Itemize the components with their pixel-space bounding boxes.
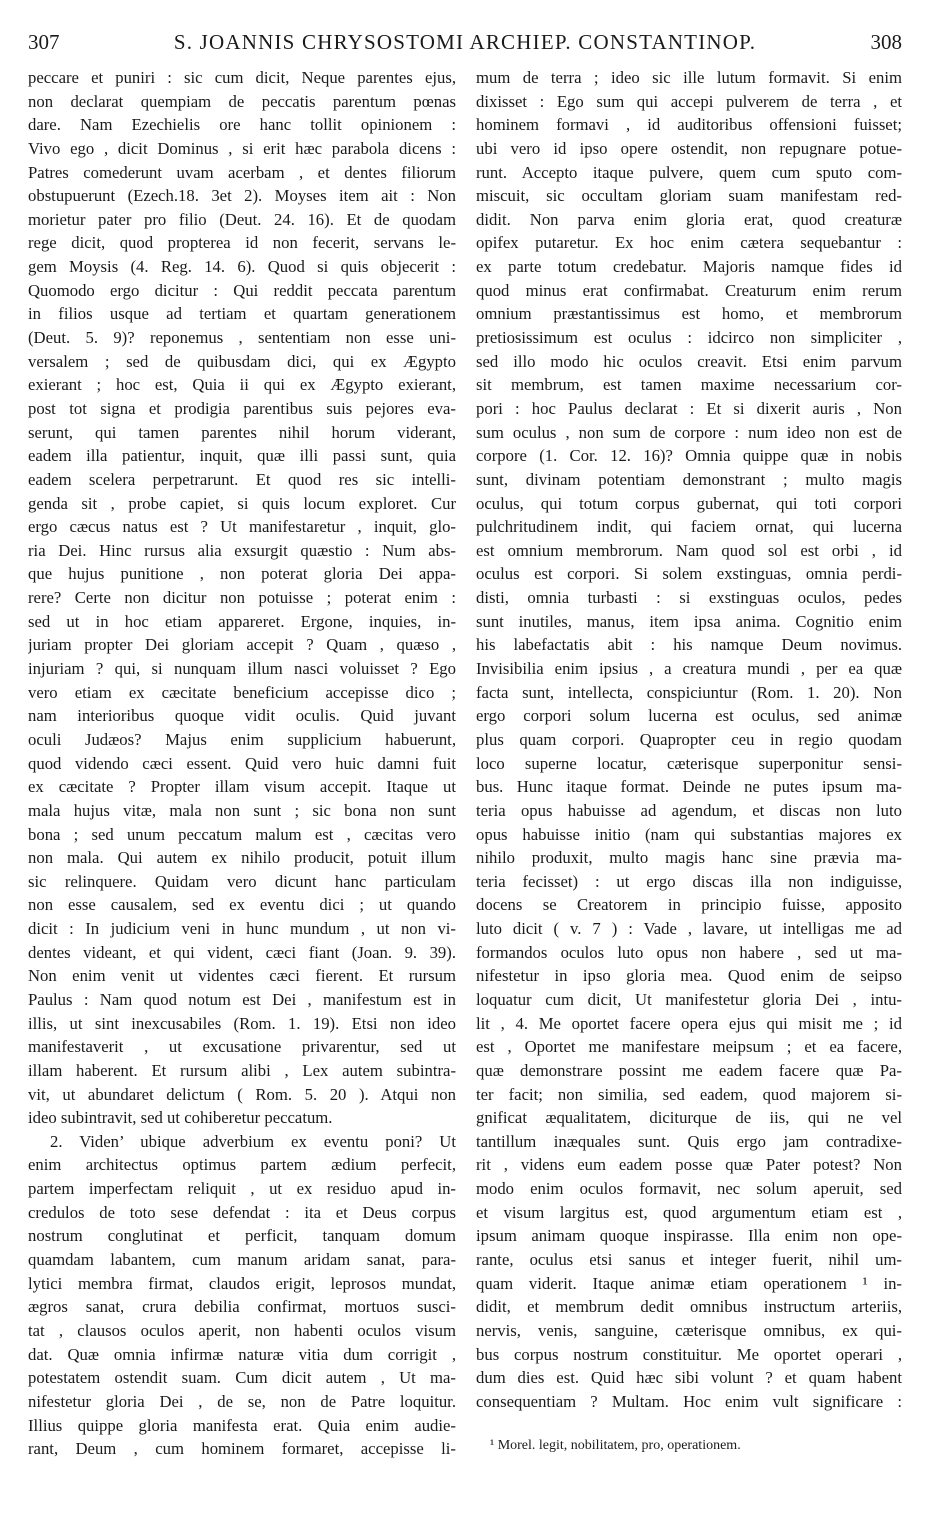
text-line: dentes videant, et qui vident, cæci fiant (Joan. 9. 39). <box>28 942 456 962</box>
page-number-right: 308 <box>870 30 902 54</box>
text-line: et visum largitus est, quod argumentum etiam est , <box>476 1202 902 1222</box>
running-title: S. JOANNIS CHRYSOSTOMI ARCHIEP. CONSTANTINOP. <box>173 30 757 54</box>
text-line: loquatur cum dicit, Ut manifestetur gloria Dei , intu- <box>476 989 902 1009</box>
text-line: est , Oportet me manifestare meipsum ; et ea facere, <box>476 1037 902 1057</box>
text-line: nifestetur in ipso gloria mea. Quod enim de seipso <box>476 966 902 986</box>
text-line: runt. Accepto itaque pulvere, quem cum sputo com- <box>476 162 902 182</box>
text-line: Non enim venit ut videntes cæci fierent. Et rursum <box>28 966 456 986</box>
text-line: vero etiam ex cæcitate beneficium accepisse dico ; <box>28 682 456 702</box>
text-line: teria fecisset) : ut ergo discas illa non indiguisse, <box>476 871 902 891</box>
text-line: rant, Deum , cum hominem formaret, accepisse li- <box>28 1439 456 1459</box>
text-line: docens se Creatorem in principio fuisse, apposito <box>476 895 902 915</box>
text-line: bona ; sed unum peccatum malum est , cæcitas vero <box>28 824 456 844</box>
text-line: ex parte totum credebatur. Majoris namque fides id <box>476 257 902 277</box>
text-line: juriam propter Dei gloriam accepit ? Quam , quæso , <box>28 635 456 655</box>
text-line: Patres comederunt uvam acerbam , et dentes filiorum <box>28 162 456 182</box>
text-line: hominem formavi , id auditoribus offensioni fuisset; <box>476 115 902 135</box>
text-line: manifestaverit , ut excusatione privarentur, sed ut <box>28 1037 456 1057</box>
left-text-column <box>28 66 456 1461</box>
text-line: quod videndo cæci essent. Quid vero huic damni fuit <box>28 753 456 773</box>
text-line: miscuit, sic occultam gloriam suam manifestam red- <box>476 186 902 206</box>
text-line: serunt, qui tamen parentes nihil horum viderant, <box>28 422 456 442</box>
text-line: in filios usque ad tertiam et quartam generationem <box>28 304 456 324</box>
text-line: dat. Quæ omnia infirmæ naturæ vitia dum corrigit , <box>28 1344 456 1364</box>
text-line: oculi Judæos? Majus enim supplicium habuerunt, <box>28 729 456 749</box>
text-line: Invisibilia enim ipsius , a creatura mundi , per ea quæ <box>476 659 902 679</box>
text-line: facta sunt, intellecta, conspiciuntur (Rom. 1. 20). Non <box>476 682 902 702</box>
text-line: sit membrum, est tamen maxime necessarium cor- <box>476 375 902 395</box>
text-line: genda sit , probe capiet, si quis locum exploret. Cur <box>28 493 456 513</box>
text-line: dum dies est. Quid hæc sibi volunt ? et quam habent <box>476 1368 902 1388</box>
text-line: credulos de toto sese defendat : ita et Deus corpus <box>28 1202 456 1222</box>
text-line: ubi vero id ipso opere ostendit, non repugnare potue- <box>476 138 902 158</box>
text-line: formandos oculos luto opus non habere , sed ut ma- <box>476 942 902 962</box>
right-text-column <box>476 66 902 1414</box>
text-line: quod minus erat confirmabat. Creaturum enim rerum <box>476 280 902 300</box>
text-line: partem imperfectam reliquit , ut ex residuo apud in- <box>28 1179 456 1199</box>
text-line: nam interioribus quoque vidit oculis. Quid juvant <box>28 706 456 726</box>
text-line: omnium præstantissimus est homo, et membrorum <box>476 304 902 324</box>
text-line: loco superne locatur, cæterisque superponitur sensi- <box>476 753 902 773</box>
text-line: nostrum conglutinat et perficit, tanquam domum <box>28 1226 456 1246</box>
text-line: peccare et puniri : sic cum dicit, Neque parentes ejus, <box>28 68 456 87</box>
text-line: lytici membra firmat, claudos erigit, leprosos mundat, <box>28 1273 456 1293</box>
text-line: illam haberent. Et rursum alibi , Lex autem subintra- <box>28 1060 456 1080</box>
text-line: tantillum inæquales sunt. Quis ergo jam contradixe- <box>476 1131 902 1151</box>
text-line: teria opus habuisse ad agendum, et discas non luto <box>476 800 902 820</box>
text-line: plus quam corpori. Quapropter ceu in regio quodam <box>476 729 902 749</box>
text-line: 2. Viden’ ubique adverbium ex eventu poni? Ut <box>50 1131 456 1151</box>
text-line: oculus, qui totum corpus gubernat, qui toti corpori <box>476 493 902 513</box>
text-line: vit, ut abundaret delictum ( Rom. 5. 20 ). Atqui non <box>28 1084 456 1104</box>
text-line: pori : hoc Paulus declarat : Et si dixerit auris , Non <box>476 398 902 418</box>
text-line: mum de terra ; ideo sic ille lutum formavit. Si enim <box>476 68 902 87</box>
text-line: bus. Hunc itaque format. Deinde ne putes ipsum ma- <box>476 777 902 797</box>
text-line: illis, ut sint inexcusabiles (Rom. 1. 19). Etsi non ideo <box>28 1013 456 1033</box>
text-line: didit, et membrum dedit omnibus instructum arteriis, <box>476 1297 902 1317</box>
text-line: dixisset : Ego sum qui accepi pulverem de terra , et <box>476 91 902 111</box>
text-line: lit , 4. Me oportet facere opera ejus qui misit me ; id <box>476 1013 902 1033</box>
text-line: eadem scelera perpetrarunt. Et quod res sic intelli- <box>28 469 456 489</box>
text-line: tat , clausos oculos aperit, non habenti oculos visum <box>28 1320 456 1340</box>
text-line: ægros sanat, crura debilia confirmat, mortuos susci- <box>28 1297 456 1317</box>
text-line: Paulus : Nam quod notum est Dei , manifestum est in <box>28 989 456 1009</box>
text-line: injuriam ? qui, si nunquam illum nasci voluisset ? Ego <box>28 659 456 679</box>
text-line: corpore (1. Cor. 12. 16)? Omnia quippe quæ in nobis <box>476 446 902 466</box>
text-line: nervis, venis, sanguine, cæterisque omnibus, ex qui- <box>476 1320 902 1340</box>
text-line: dare. Nam Ezechielis ore hanc tollit opinionem : <box>28 115 456 135</box>
text-line: sed illo modo hic oculos creavit. Etsi enim parvum <box>476 351 902 371</box>
text-line: rere? Certe non dicitur non potuisse ; poterat enim : <box>28 588 456 608</box>
text-line: quam viderit. Itaque animæ etiam operationem ¹ in- <box>476 1273 902 1293</box>
text-line: potestatem ostendit suam. Cum dicit autem , Ut ma- <box>28 1368 456 1388</box>
text-line: versalem ; sed de quibusdam dici, qui ex Ægypto <box>28 351 456 371</box>
text-line: gem Moysis (4. Reg. 14. 6). Quod si quis objecerit : <box>28 257 456 277</box>
text-line: post tot signa et prodigia parentibus suis pejores eva- <box>28 398 456 418</box>
text-line: rante, oculus etsi sanus et integer fuerit, nihil um- <box>476 1250 902 1270</box>
text-line: obstupuerunt (Ezech.18. 3et 2). Moyses item ait : Non <box>28 186 456 206</box>
text-line: ipsum animam quoque inspirasse. Illa enim non ope- <box>476 1226 902 1246</box>
text-line: his labefactatis abit : his namque Deum novimus. <box>476 635 902 655</box>
text-line: rege dicit, quod propterea id non fecerit, servans le- <box>28 233 456 253</box>
text-line: gnificat æqualitatem, diciturque de iis, qui ne vel <box>476 1108 902 1128</box>
text-line: quæ demonstrare possint me eadem facere quæ Pa- <box>476 1060 902 1080</box>
page-number-left: 307 <box>28 30 60 54</box>
text-line: sic relinquere. Quidam vero dicunt hanc particulam <box>28 871 456 891</box>
page-header <box>28 30 902 60</box>
text-line: opifex putaretur. Ex hoc enim cætera sequebantur : <box>476 233 902 253</box>
text-line: ergo cæcus natus est ? Ut manifestaretur , inquit, glo- <box>28 517 456 537</box>
text-line: ideo subintravit, sed ut cohiberetur peccatum. <box>28 1108 333 1128</box>
text-line: oculus est corpori. Si solem exstinguas, omnia perdi- <box>476 564 902 584</box>
text-line: Quomodo ergo dicitur : Qui reddit peccata parentum <box>28 280 456 300</box>
text-line: sum oculus , non sum de corpore : num ideo non est de <box>476 422 902 442</box>
text-line: bus corpus nostrum constituitur. Me oportet operari , <box>476 1344 902 1364</box>
footnote: ¹ Morel. legit, nobilitatem, pro, operationem. <box>490 1438 741 1453</box>
text-line: pretiosissimum est oculus : idcirco non simpliciter , <box>476 328 902 348</box>
text-line: modo enim oculos formavit, nec solum aperuit, sed <box>476 1179 902 1199</box>
text-line: ex cæcitate ? Propter illam visum accepit. Itaque ut <box>28 777 456 797</box>
text-line: sed ut in hoc etiam appareret. Ergone, inquies, in- <box>28 611 456 631</box>
text-line: non esse causalem, sed ex eventu dici ; ut quando <box>28 895 456 915</box>
text-line: luto dicit ( v. 7 ) : Vade , lavare, ut intelligas me ad <box>476 919 902 939</box>
text-line: didit. Non parva enim gloria erat, quod creaturæ <box>476 209 902 229</box>
text-line: (Deut. 5. 9)? reponemus , sententiam non esse uni- <box>28 328 456 348</box>
text-line: est omnium membrorum. Nam quod sol est orbi , id <box>476 540 902 560</box>
text-line: que hujus punitione , non poterat gloria Dei appa- <box>28 564 456 584</box>
text-line: nifestetur gloria Dei , de se, non de Patre loquitur. <box>28 1391 456 1411</box>
text-line: exierant ; hoc est, Quia ii qui ex Ægypto exierant, <box>28 375 456 395</box>
text-line: ter facit; non similia, sed eadem, quod majorem si- <box>476 1084 902 1104</box>
text-line: pulchritudinem indit, qui faciem ornat, qui lucerna <box>476 517 902 537</box>
text-line: enim architectus optimus partem ædium perfecit, <box>28 1155 456 1175</box>
text-line: dicit : In judicium veni in hunc mundum , ut non vi- <box>28 919 456 939</box>
text-line: eadem illa patientur, inquit, quæ illi passi sunt, quia <box>28 446 456 466</box>
text-line: non declarat quempiam de peccatis parentum pœnas <box>28 91 456 111</box>
text-line: mala hujus vitæ, mala non sunt ; sic bona non sunt <box>28 800 456 820</box>
text-line: Vivo ego , dicit Dominus , si erit hæc parabola dicens : <box>28 138 456 158</box>
text-line: consequentiam ? Multam. Hoc enim vult significare : <box>476 1391 902 1411</box>
text-line: opus habuisse initio (nam qui substantias majores ex <box>476 824 902 844</box>
text-line: ria Dei. Hinc rursus alia exsurgit quæstio : Num abs- <box>28 540 456 560</box>
text-line: Illius quippe gloria manifesta erat. Quia enim audie- <box>28 1415 456 1435</box>
text-line: ergo corpori solum lucerna est oculus, sed animæ <box>476 706 902 726</box>
text-line: morietur pater pro filio (Deut. 24. 16). Et de quodam <box>28 209 456 229</box>
text-line: nihilo produxit, multo magis hanc sine prævia ma- <box>476 848 902 868</box>
text-line: sunt inutiles, manus, item ipsa anima. Cognitio enim <box>476 611 902 631</box>
text-line: non mala. Qui autem ex nihilo producit, potuit illum <box>28 848 456 868</box>
text-line: sunt, divinam potentiam demonstrant ; multo magis <box>476 469 902 489</box>
text-line: quamdam labantem, cum manum aridam sanat, para- <box>28 1250 456 1270</box>
text-line: rit , videns eum eadem posse quæ Pater potest? Non <box>476 1155 902 1175</box>
text-line: disti, omnia turbasti : si exstinguas oculos, pedes <box>476 588 902 608</box>
